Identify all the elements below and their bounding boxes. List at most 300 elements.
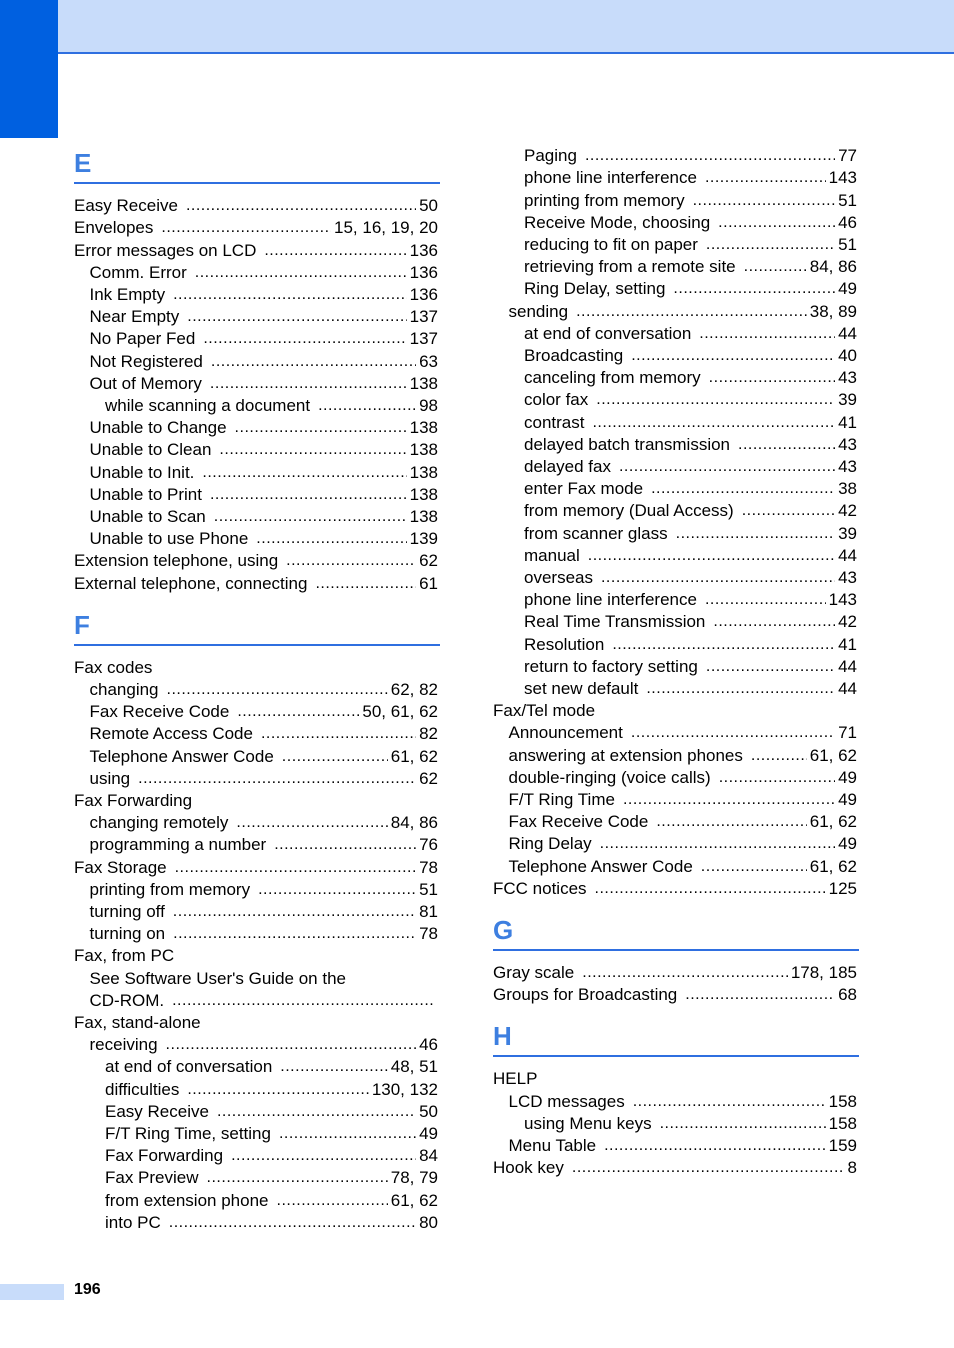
index-page-refs[interactable]: 77 — [838, 146, 857, 166]
index-page-refs[interactable]: 137 — [409, 329, 438, 349]
index-page-refs[interactable]: 51 — [838, 234, 857, 254]
index-term: Unable to Init. — [89, 462, 195, 482]
index-entry — [90, 767, 439, 789]
index-term: Paging — [524, 146, 577, 166]
index-entry — [90, 505, 439, 527]
dot-leader — [619, 457, 835, 477]
index-entry — [90, 416, 439, 438]
index-entry — [74, 855, 438, 877]
index-term: while scanning a document — [105, 395, 311, 415]
index-page-refs[interactable]: 42 — [838, 501, 857, 521]
index-term: Unable to Clean — [89, 440, 212, 460]
dot-leader — [186, 196, 416, 216]
index-entry — [74, 216, 438, 238]
index-entry — [509, 810, 858, 832]
index-entry — [524, 233, 857, 255]
index-page-refs[interactable]: 130, 132 — [371, 1079, 438, 1099]
index-entry — [90, 438, 439, 460]
index-term: Fax Storage — [74, 857, 167, 877]
index-entry — [524, 144, 857, 166]
dot-leader — [588, 546, 835, 566]
dot-leader — [211, 352, 416, 372]
index-entry — [493, 983, 857, 1005]
index-page-refs[interactable]: 42 — [838, 612, 857, 632]
index-term: Menu Table — [508, 1135, 597, 1155]
index-term: manual — [524, 545, 580, 565]
index-term: F/T Ring Time, setting — [105, 1123, 271, 1143]
index-page-refs[interactable]: 159 — [828, 1135, 857, 1155]
index-term: turning on — [89, 924, 166, 944]
index-page-refs[interactable]: 8 — [847, 1158, 857, 1178]
index-term: delayed fax — [524, 456, 611, 476]
index-term: Fax Receive Code — [508, 812, 649, 832]
dot-leader — [706, 235, 835, 255]
index-term: Ring Delay — [508, 834, 592, 854]
index-term: Easy Receive — [105, 1101, 209, 1121]
index-page-refs[interactable]: 61, 62 — [809, 856, 857, 876]
dot-leader — [744, 257, 807, 277]
dot-leader — [235, 418, 407, 438]
index-page-refs[interactable]: 50 — [419, 196, 438, 216]
index-term: Fax Forwarding — [105, 1146, 224, 1166]
index-page-refs[interactable]: 78, 79 — [390, 1168, 438, 1188]
dot-leader — [633, 1092, 826, 1112]
index-page-refs[interactable]: 139 — [409, 529, 438, 549]
dot-leader — [612, 635, 835, 655]
index-term: Not Registered — [89, 351, 203, 371]
index-term: External telephone, connecting — [74, 573, 308, 593]
index-page-refs[interactable]: 39 — [838, 523, 857, 543]
dot-leader — [210, 485, 407, 505]
index-entry — [524, 1112, 857, 1134]
section-letter-label: G — [493, 914, 514, 945]
index-page-refs[interactable]: 68 — [838, 985, 857, 1005]
index-page-refs[interactable]: 82 — [419, 724, 438, 744]
index-page-refs[interactable]: 138 — [409, 440, 438, 460]
index-entry — [90, 283, 439, 305]
dot-leader — [601, 568, 835, 588]
index-entry — [90, 700, 439, 722]
dot-leader — [187, 1080, 368, 1100]
dot-leader — [172, 991, 435, 1011]
index-entry — [509, 743, 858, 765]
index-entry — [90, 460, 439, 482]
dot-leader — [576, 302, 807, 322]
dot-leader — [236, 813, 387, 833]
index-entry — [74, 656, 438, 678]
index-term: from extension phone — [105, 1190, 269, 1210]
index-entry — [105, 1055, 438, 1077]
index-entry — [90, 900, 439, 922]
index-term: Fax Receive Code — [89, 702, 230, 722]
section-letter-label: E — [74, 148, 92, 178]
index-page-refs[interactable]: 15, 16, 19, 20 — [334, 218, 438, 238]
chapter-tab — [0, 0, 58, 138]
index-page-refs[interactable]: 50 — [419, 1101, 438, 1121]
index-entry — [105, 1077, 438, 1099]
dot-leader — [600, 834, 835, 854]
index-page-refs[interactable]: 80 — [419, 1212, 438, 1232]
index-entry — [105, 1144, 438, 1166]
index-term: Comm. Error — [89, 262, 187, 282]
index-term: Extension telephone, using — [74, 551, 279, 571]
index-entry — [524, 388, 857, 410]
index-entry — [90, 327, 439, 349]
dot-leader — [173, 924, 416, 944]
dot-leader — [660, 1114, 826, 1134]
index-entry — [90, 349, 439, 371]
index-page-refs[interactable]: 50, 61, 62 — [362, 702, 438, 722]
index-term: FCC notices — [493, 878, 587, 898]
index-entry — [90, 261, 439, 283]
index-term: Fax, from PC — [74, 946, 175, 966]
index-entry — [90, 678, 439, 700]
index-page-refs[interactable]: 138 — [409, 373, 438, 393]
dot-leader — [264, 241, 406, 261]
index-term: Remote Access Code — [89, 724, 253, 744]
index-page-refs[interactable]: 62 — [419, 551, 438, 571]
index-page-refs[interactable]: 61, 62 — [809, 812, 857, 832]
index-page-refs[interactable]: 158 — [828, 1113, 857, 1133]
index-page-refs[interactable]: 78 — [419, 924, 438, 944]
index-page-refs[interactable]: 46 — [838, 212, 857, 232]
dot-leader — [699, 324, 835, 344]
index-page-refs[interactable]: 61, 62 — [390, 1190, 438, 1210]
index-page-refs[interactable]: 137 — [409, 307, 438, 327]
index-entry — [74, 789, 438, 811]
dot-leader — [719, 768, 835, 788]
section-letter-label: H — [493, 1021, 512, 1052]
index-entry — [105, 1100, 438, 1122]
index-entry — [90, 744, 439, 766]
index-entry — [74, 1011, 438, 1033]
index-term: return to factory setting — [524, 656, 698, 676]
dot-leader — [138, 769, 416, 789]
index-entry — [524, 499, 857, 521]
index-term: CD-ROM. — [89, 990, 165, 1010]
dot-leader — [751, 746, 807, 766]
index-entry — [524, 521, 857, 543]
index-term: HELP — [493, 1069, 538, 1089]
index-page-refs[interactable]: 136 — [409, 240, 438, 260]
index-entry — [524, 610, 857, 632]
dot-leader — [572, 1158, 845, 1178]
index-term: using — [89, 768, 131, 788]
dot-leader — [582, 963, 788, 983]
index-page-refs[interactable]: 84, 86 — [809, 257, 857, 277]
dot-leader — [596, 390, 835, 410]
index-entry — [509, 832, 858, 854]
index-entry — [74, 194, 438, 216]
index-page-refs[interactable]: 49 — [838, 279, 857, 299]
index-page-refs[interactable]: 61, 62 — [809, 745, 857, 765]
dot-leader — [237, 702, 359, 722]
index-term: at end of conversation — [524, 323, 692, 343]
index-entry — [90, 305, 439, 327]
index-page-refs[interactable]: 98 — [419, 395, 438, 415]
index-page-refs[interactable]: 63 — [419, 351, 438, 371]
index-entry — [90, 833, 439, 855]
index-page-refs[interactable]: 136 — [409, 284, 438, 304]
dot-leader — [709, 368, 835, 388]
index-entry — [524, 677, 857, 699]
dot-leader — [656, 812, 806, 832]
dot-leader — [214, 507, 407, 527]
index-term: delayed batch transmission — [524, 434, 731, 454]
index-term: Fax/Tel mode — [493, 701, 596, 721]
dot-leader — [693, 191, 835, 211]
index-page-refs[interactable]: 43 — [838, 456, 857, 476]
dot-leader — [685, 985, 835, 1005]
index-entry — [90, 527, 439, 549]
page-number: 196 — [74, 1281, 101, 1298]
index-entry — [509, 788, 858, 810]
dot-leader — [210, 374, 407, 394]
index-term: printing from memory — [524, 190, 685, 210]
index-page-refs[interactable]: 78 — [419, 857, 438, 877]
index-term: Telephone Answer Code — [89, 746, 274, 766]
dot-leader — [173, 285, 407, 305]
index-page-refs[interactable]: 38, 89 — [809, 301, 857, 321]
index-entry — [105, 1211, 438, 1233]
dot-leader — [742, 501, 835, 521]
dot-leader — [195, 263, 407, 283]
index-term: No Paper Fed — [89, 329, 196, 349]
index-entry — [524, 410, 857, 432]
index-term: from scanner glass — [524, 523, 668, 543]
index-term: Telephone Answer Code — [508, 856, 693, 876]
index-page-refs[interactable]: 44 — [838, 545, 857, 565]
index-entry — [524, 588, 857, 610]
index-page-refs[interactable]: 158 — [828, 1091, 857, 1111]
section-letter-h — [493, 1013, 859, 1057]
dot-leader — [280, 1057, 387, 1077]
dot-leader — [318, 396, 416, 416]
index-term: retrieving from a remote site — [524, 257, 736, 277]
index-entry — [509, 766, 858, 788]
index-page-refs[interactable]: 43 — [838, 368, 857, 388]
index-term: canceling from memory — [524, 368, 701, 388]
index-entry — [524, 166, 857, 188]
section-letter-label: F — [74, 609, 90, 640]
dot-leader — [261, 724, 416, 744]
index-term: Easy Receive — [74, 196, 178, 216]
index-entry — [105, 1188, 438, 1210]
index-entry — [90, 1033, 439, 1055]
index-page-refs[interactable]: 49 — [838, 767, 857, 787]
index-page-refs[interactable]: 51 — [419, 879, 438, 899]
index-page-refs[interactable]: 138 — [409, 484, 438, 504]
index-entry — [90, 811, 439, 833]
dot-leader — [673, 279, 835, 299]
index-page-refs[interactable]: 38 — [838, 479, 857, 499]
index-term: Fax, stand-alone — [74, 1012, 201, 1032]
index-page-refs[interactable]: 84 — [419, 1146, 438, 1166]
index-entry — [90, 989, 439, 1011]
index-term: Gray scale — [493, 962, 575, 982]
index-term: Unable to Change — [89, 418, 227, 438]
dot-leader — [651, 479, 835, 499]
index-term: Out of Memory — [89, 373, 202, 393]
index-entry — [74, 571, 438, 593]
index-term: contrast — [524, 412, 585, 432]
dot-leader — [202, 463, 406, 483]
dot-leader — [207, 1168, 388, 1188]
index-entry — [493, 961, 857, 983]
section-letter-g — [493, 907, 859, 951]
dot-leader — [315, 574, 416, 594]
index-term: Near Empty — [89, 307, 180, 327]
index-entry — [524, 277, 857, 299]
index-page-refs[interactable]: 136 — [409, 262, 438, 282]
index-page-refs[interactable]: 44 — [838, 323, 857, 343]
dot-leader — [231, 1146, 416, 1166]
index-page-refs[interactable]: 143 — [828, 590, 857, 610]
index-page-refs[interactable]: 49 — [419, 1123, 438, 1143]
header-band — [0, 0, 954, 54]
index-term: into PC — [105, 1212, 161, 1232]
index-page-refs[interactable]: 61, 62 — [390, 746, 438, 766]
index-entry — [524, 211, 857, 233]
index-entry — [509, 299, 858, 321]
index-page-refs[interactable]: 49 — [838, 789, 857, 809]
index-page-refs[interactable]: 40 — [838, 345, 857, 365]
dot-leader — [604, 1136, 826, 1156]
index-term: F/T Ring Time — [508, 789, 615, 809]
index-entry — [90, 722, 439, 744]
dot-leader — [595, 879, 826, 899]
index-page-refs[interactable]: 125 — [828, 878, 857, 898]
index-term: answering at extension phones — [508, 745, 743, 765]
index-entry — [90, 878, 439, 900]
index-term: LCD messages — [508, 1091, 625, 1111]
index-entry — [90, 372, 439, 394]
index-entry — [74, 944, 438, 966]
index-page-refs[interactable]: 43 — [838, 567, 857, 587]
index-term: enter Fax mode — [524, 479, 644, 499]
dot-leader — [718, 213, 835, 233]
index-term: color fax — [524, 390, 589, 410]
index-term: Error messages on LCD — [74, 240, 257, 260]
dot-leader — [738, 435, 835, 455]
index-entry — [524, 455, 857, 477]
index-page-refs[interactable]: 143 — [828, 168, 857, 188]
index-entry — [524, 544, 857, 566]
index-entry — [105, 1122, 438, 1144]
index-term: Unable to Scan — [89, 506, 206, 526]
index-entry — [493, 1156, 857, 1178]
index-entry — [524, 344, 857, 366]
index-term: programming a number — [89, 835, 267, 855]
dot-leader — [166, 1035, 417, 1055]
index-term: Hook key — [493, 1158, 564, 1178]
index-term: Fax codes — [74, 657, 153, 677]
index-term: Announcement — [508, 723, 623, 743]
index-page-refs[interactable]: 41 — [838, 634, 857, 654]
index-page-refs[interactable]: 81 — [419, 901, 438, 921]
index-page-refs[interactable]: 138 — [409, 462, 438, 482]
index-entry — [509, 721, 858, 743]
index-entry — [90, 483, 439, 505]
index-page-refs[interactable]: 44 — [838, 678, 857, 698]
index-entry — [524, 566, 857, 588]
index-entry — [105, 394, 438, 416]
index-entry — [509, 1134, 858, 1156]
index-page-refs[interactable]: 46 — [419, 1035, 438, 1055]
dot-leader — [203, 329, 406, 349]
index-page-refs[interactable]: 178, 185 — [790, 962, 857, 982]
dot-leader — [219, 440, 406, 460]
section-letter-e — [74, 140, 440, 184]
index-entry — [509, 854, 858, 876]
dot-leader — [646, 679, 835, 699]
index-entry — [524, 322, 857, 344]
index-term: sending — [508, 301, 569, 321]
index-term: turning off — [89, 901, 165, 921]
index-page-refs[interactable]: 62 — [419, 768, 438, 788]
dot-leader — [161, 218, 331, 238]
index-page-refs[interactable]: 48, 51 — [390, 1057, 438, 1077]
dot-leader — [187, 307, 406, 327]
index-term: using Menu keys — [524, 1113, 652, 1133]
index-term: changing remotely — [89, 813, 229, 833]
index-page-refs[interactable]: 71 — [838, 723, 857, 743]
dot-leader — [631, 346, 835, 366]
dot-leader — [173, 902, 416, 922]
index-page-refs[interactable]: 61 — [419, 573, 438, 593]
index-page-refs[interactable]: 39 — [838, 390, 857, 410]
index-entry — [524, 433, 857, 455]
index-entry — [524, 255, 857, 277]
index-page-refs[interactable]: 138 — [409, 418, 438, 438]
index-entry — [509, 1089, 858, 1111]
dot-leader — [705, 168, 826, 188]
index-term: at end of conversation — [105, 1057, 273, 1077]
index-page-refs[interactable]: 51 — [838, 190, 857, 210]
index-term: Receive Mode, choosing — [524, 212, 711, 232]
index-page-refs[interactable]: 138 — [409, 506, 438, 526]
index-term: printing from memory — [89, 879, 251, 899]
index-page-refs[interactable]: 49 — [838, 834, 857, 854]
dot-leader — [169, 1213, 416, 1233]
index-page-refs[interactable]: 43 — [838, 434, 857, 454]
dot-leader — [167, 680, 388, 700]
index-entry — [524, 655, 857, 677]
dot-leader — [592, 413, 835, 433]
index-term: set new default — [524, 678, 639, 698]
index-entry — [105, 1166, 438, 1188]
index-term: changing — [89, 679, 159, 699]
index-term: phone line interference — [524, 168, 697, 188]
dot-leader — [279, 1124, 416, 1144]
index-term: overseas — [524, 567, 593, 587]
index-page-refs[interactable]: 44 — [838, 656, 857, 676]
index-term: Envelopes — [74, 218, 154, 238]
index-page-refs[interactable]: 84, 86 — [390, 813, 438, 833]
dot-leader — [258, 880, 416, 900]
index-page-refs[interactable]: 41 — [838, 412, 857, 432]
index-term: Broadcasting — [524, 345, 624, 365]
index-entry — [90, 966, 439, 988]
index-page-refs[interactable]: 76 — [419, 835, 438, 855]
index-term: Resolution — [524, 634, 605, 654]
dot-leader — [705, 590, 826, 610]
index-page-refs[interactable]: 62, 82 — [390, 679, 438, 699]
index-term: reducing to fit on paper — [524, 234, 698, 254]
dot-leader — [286, 551, 416, 571]
index-term: from memory (Dual Access) — [524, 501, 734, 521]
dot-leader — [631, 723, 835, 743]
